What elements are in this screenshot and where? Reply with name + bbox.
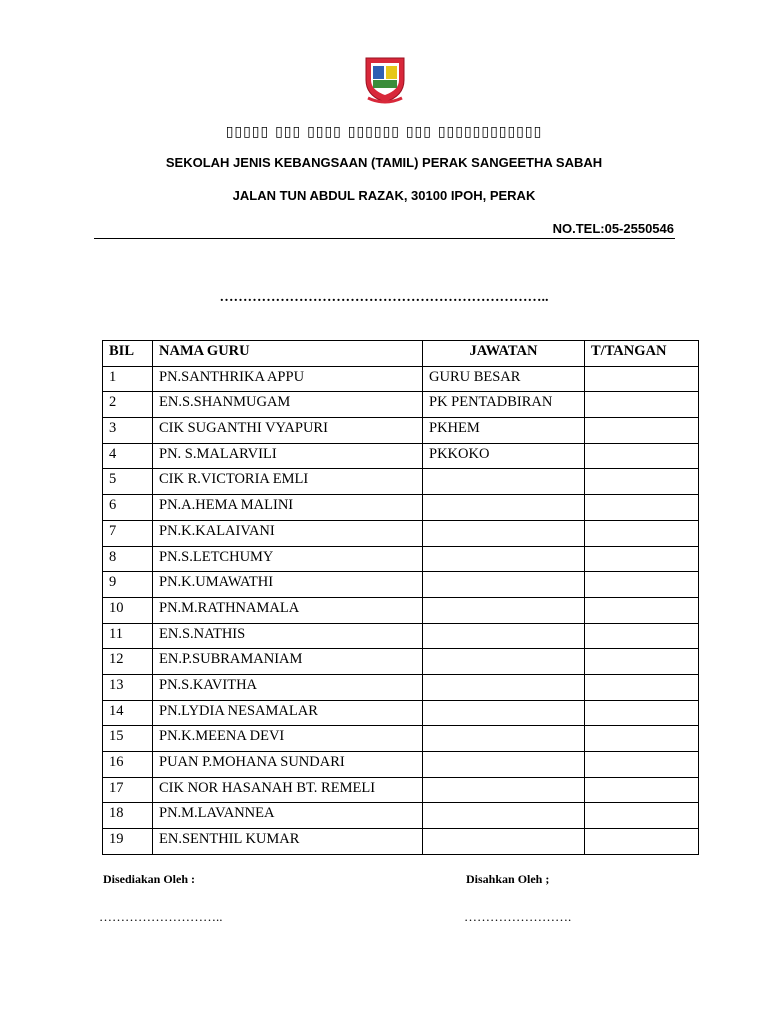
cell-nama-guru: PN.S.KAVITHA xyxy=(153,674,423,700)
cell-nama-guru: EN.SENTHIL KUMAR xyxy=(153,829,423,855)
cell-nama-guru: PN. S.MALARVILI xyxy=(153,443,423,469)
cell-tandatangan[interactable] xyxy=(585,674,699,700)
cell-nama-guru: PN.M.RATHNAMALA xyxy=(153,597,423,623)
cell-nama-guru: EN.S.NATHIS xyxy=(153,623,423,649)
cell-nama-guru: PN.K.UMAWATHI xyxy=(153,572,423,598)
cell-tandatangan[interactable] xyxy=(585,572,699,598)
cell-jawatan xyxy=(423,803,585,829)
cell-jawatan xyxy=(423,597,585,623)
table-row xyxy=(103,700,699,726)
cell-jawatan xyxy=(423,469,585,495)
teacher-table-body xyxy=(103,366,699,854)
table-row xyxy=(103,392,699,418)
header-jawatan: JAWATAN xyxy=(423,341,585,367)
cell-tandatangan[interactable] xyxy=(585,520,699,546)
cell-nama-guru: PN.M.LAVANNEA xyxy=(153,803,423,829)
table-row xyxy=(103,623,699,649)
cell-jawatan: PKHEM xyxy=(423,418,585,444)
cell-bil: 9 xyxy=(103,572,153,598)
school-phone: NO.TEL:05-2550546 xyxy=(552,221,674,236)
cell-tandatangan[interactable] xyxy=(585,700,699,726)
cell-nama-guru: PN.S.LETCHUMY xyxy=(153,546,423,572)
table-row xyxy=(103,572,699,598)
table-row xyxy=(103,752,699,778)
table-row xyxy=(103,366,699,392)
school-address: JALAN TUN ABDUL RAZAK, 30100 IPOH, PERAK xyxy=(232,188,536,203)
cell-nama-guru: CIK NOR HASANAH BT. REMELI xyxy=(153,777,423,803)
cell-bil: 6 xyxy=(103,495,153,521)
table-row xyxy=(103,597,699,623)
table-row xyxy=(103,674,699,700)
cell-nama-guru: PN.A.HEMA MALINI xyxy=(153,495,423,521)
teacher-table xyxy=(102,340,699,855)
cell-nama-guru: CIK SUGANTHI VYAPURI xyxy=(153,418,423,444)
table-row xyxy=(103,495,699,521)
school-crest-logo xyxy=(362,52,408,104)
cell-jawatan xyxy=(423,495,585,521)
cell-nama-guru: EN.P.SUBRAMANIAM xyxy=(153,649,423,675)
cell-bil: 4 xyxy=(103,443,153,469)
cell-tandatangan[interactable] xyxy=(585,443,699,469)
cell-bil: 5 xyxy=(103,469,153,495)
header-divider xyxy=(94,238,675,239)
cell-jawatan xyxy=(423,546,585,572)
cell-bil: 11 xyxy=(103,623,153,649)
cell-tandatangan[interactable] xyxy=(585,829,699,855)
cell-bil: 8 xyxy=(103,546,153,572)
cell-tandatangan[interactable] xyxy=(585,726,699,752)
cell-bil: 7 xyxy=(103,520,153,546)
cell-tandatangan[interactable] xyxy=(585,392,699,418)
cell-tandatangan[interactable] xyxy=(585,777,699,803)
title-placeholder: …………………………………………………………….. xyxy=(219,290,549,305)
cell-bil: 3 xyxy=(103,418,153,444)
cell-nama-guru: PN.SANTHRIKA APPU xyxy=(153,366,423,392)
header-nama-guru: NAMA GURU xyxy=(153,341,423,367)
cell-nama-guru: PUAN P.MOHANA SUNDARI xyxy=(153,752,423,778)
cell-bil: 19 xyxy=(103,829,153,855)
cell-tandatangan[interactable] xyxy=(585,495,699,521)
cell-jawatan xyxy=(423,726,585,752)
cell-tandatangan[interactable] xyxy=(585,597,699,623)
cell-tandatangan[interactable] xyxy=(585,418,699,444)
approved-by-signature-line: ……………………. xyxy=(464,909,572,924)
cell-jawatan xyxy=(423,572,585,598)
table-row xyxy=(103,777,699,803)
cell-bil: 2 xyxy=(103,392,153,418)
cell-jawatan xyxy=(423,674,585,700)
cell-tandatangan[interactable] xyxy=(585,546,699,572)
cell-nama-guru: PN.K.MEENA DEVI xyxy=(153,726,423,752)
cell-bil: 10 xyxy=(103,597,153,623)
cell-jawatan: PK PENTADBIRAN xyxy=(423,392,585,418)
cell-tandatangan[interactable] xyxy=(585,803,699,829)
cell-tandatangan[interactable] xyxy=(585,752,699,778)
table-row xyxy=(103,649,699,675)
cell-jawatan: GURU BESAR xyxy=(423,366,585,392)
cell-jawatan xyxy=(423,623,585,649)
header-tandatangan: T/TANGAN xyxy=(585,341,699,367)
cell-bil: 14 xyxy=(103,700,153,726)
cell-bil: 15 xyxy=(103,726,153,752)
cell-bil: 12 xyxy=(103,649,153,675)
cell-tandatangan[interactable] xyxy=(585,366,699,392)
cell-jawatan xyxy=(423,829,585,855)
cell-nama-guru: CIK R.VICTORIA EMLI xyxy=(153,469,423,495)
cell-jawatan: PKKOKO xyxy=(423,443,585,469)
table-row xyxy=(103,418,699,444)
school-name: SEKOLAH JENIS KEBANGSAAN (TAMIL) PERAK SANGEETHA SABAH xyxy=(165,155,603,170)
table-row xyxy=(103,726,699,752)
cell-tandatangan[interactable] xyxy=(585,469,699,495)
cell-nama-guru: PN.K.KALAIVANI xyxy=(153,520,423,546)
cell-jawatan xyxy=(423,700,585,726)
cell-nama-guru: EN.S.SHANMUGAM xyxy=(153,392,423,418)
table-header-row xyxy=(103,341,699,367)
prepared-by-signature-line: ……………………….. xyxy=(99,909,223,924)
cell-jawatan xyxy=(423,752,585,778)
approved-by-label: Disahkan Oleh ; xyxy=(466,872,550,886)
school-name-tamil: ▯▯▯▯▯ ▯▯▯ ▯▯▯▯ ▯▯▯▯▯▯ ▯▯▯ ▯▯▯▯▯▯▯▯▯▯▯▯ xyxy=(225,124,543,140)
table-row xyxy=(103,520,699,546)
table-row xyxy=(103,443,699,469)
prepared-by-label: Disediakan Oleh : xyxy=(103,872,196,886)
cell-bil: 17 xyxy=(103,777,153,803)
cell-bil: 18 xyxy=(103,803,153,829)
table-row xyxy=(103,546,699,572)
cell-bil: 1 xyxy=(103,366,153,392)
table-row xyxy=(103,803,699,829)
cell-jawatan xyxy=(423,777,585,803)
table-row xyxy=(103,829,699,855)
cell-bil: 16 xyxy=(103,752,153,778)
table-row xyxy=(103,469,699,495)
cell-nama-guru: PN.LYDIA NESAMALAR xyxy=(153,700,423,726)
cell-jawatan xyxy=(423,520,585,546)
header-bil: BIL xyxy=(103,341,153,367)
cell-tandatangan[interactable] xyxy=(585,649,699,675)
cell-jawatan xyxy=(423,649,585,675)
cell-bil: 13 xyxy=(103,674,153,700)
cell-tandatangan[interactable] xyxy=(585,623,699,649)
